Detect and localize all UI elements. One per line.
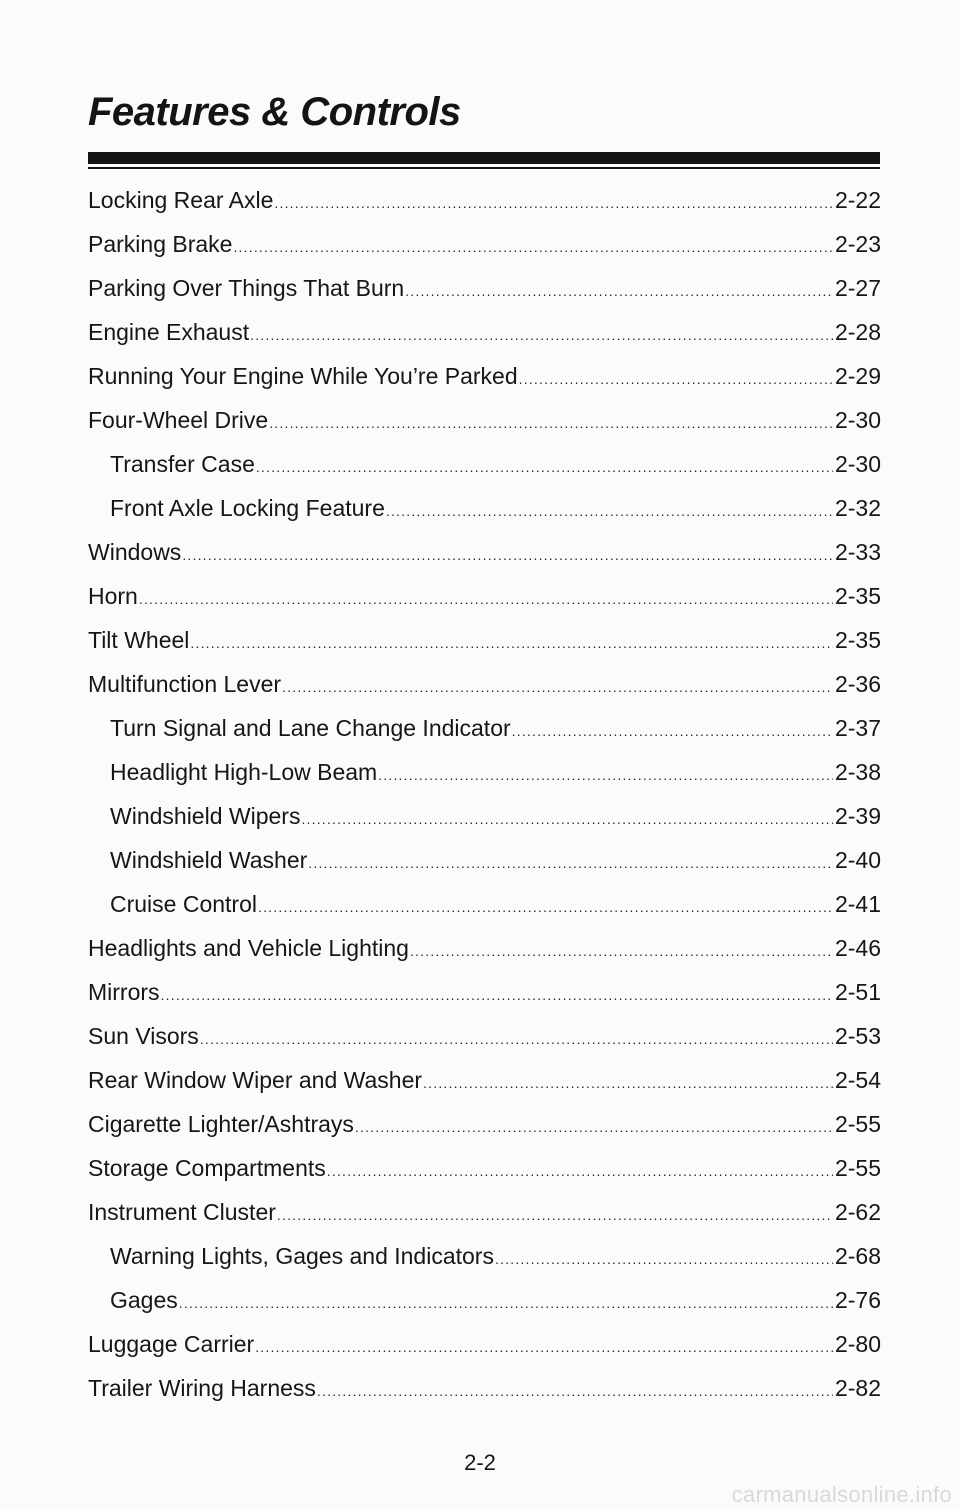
toc-entry-label: Warning Lights, Gages and Indicators bbox=[110, 1243, 494, 1269]
toc-entry-page: 2-82 bbox=[834, 1375, 881, 1401]
dot-leader bbox=[250, 327, 833, 343]
toc-entry-label: Windshield Wipers bbox=[110, 803, 301, 829]
toc-entry-label: Horn bbox=[88, 583, 138, 609]
toc-entry-page: 2-32 bbox=[834, 495, 881, 521]
toc-entry[interactable] bbox=[88, 1375, 881, 1419]
dot-leader bbox=[190, 635, 833, 651]
toc-entry[interactable] bbox=[88, 803, 881, 847]
toc-entry-label: Tilt Wheel bbox=[88, 627, 190, 653]
toc-entry-label: Engine Exhaust bbox=[88, 319, 250, 345]
toc-entry-page: 2-76 bbox=[834, 1287, 881, 1313]
dot-leader bbox=[512, 723, 833, 739]
toc-entry-label: Transfer Case bbox=[110, 451, 255, 477]
toc-entry-label: Instrument Cluster bbox=[88, 1199, 276, 1225]
toc-entry-page: 2-30 bbox=[834, 451, 881, 477]
dot-leader bbox=[269, 415, 833, 431]
page-title: Features & Controls bbox=[88, 90, 461, 134]
toc-entry-page: 2-33 bbox=[834, 539, 881, 565]
dot-leader bbox=[386, 503, 833, 519]
toc-entry-page: 2-28 bbox=[834, 319, 881, 345]
toc-entry-page: 2-80 bbox=[834, 1331, 881, 1357]
dot-leader bbox=[277, 1207, 833, 1223]
toc-entry-label: Parking Over Things That Burn bbox=[88, 275, 405, 301]
dot-leader bbox=[317, 1383, 833, 1399]
dot-leader bbox=[258, 899, 833, 915]
toc-entry-label: Locking Rear Axle bbox=[88, 187, 274, 213]
toc-entry-label: Front Axle Locking Feature bbox=[110, 495, 385, 521]
dot-leader bbox=[308, 855, 833, 871]
toc-entry[interactable] bbox=[88, 407, 881, 451]
toc-entry-page: 2-55 bbox=[834, 1111, 881, 1137]
toc-entry-page: 2-54 bbox=[834, 1067, 881, 1093]
toc-entry[interactable] bbox=[88, 1067, 881, 1111]
toc-entry-page: 2-27 bbox=[834, 275, 881, 301]
dot-leader bbox=[301, 811, 833, 827]
toc-entry[interactable] bbox=[88, 1331, 881, 1375]
toc-entry-page: 2-55 bbox=[834, 1155, 881, 1181]
toc-entry[interactable] bbox=[88, 1155, 881, 1199]
dot-leader bbox=[139, 591, 833, 607]
toc-entry-page: 2-36 bbox=[834, 671, 881, 697]
toc-entry-page: 2-22 bbox=[834, 187, 881, 213]
toc-entry-label: Multifunction Lever bbox=[88, 671, 282, 697]
dot-leader bbox=[200, 1031, 833, 1047]
toc-entry-label: Turn Signal and Lane Change Indicator bbox=[110, 715, 511, 741]
toc-entry-label: Windows bbox=[88, 539, 182, 565]
toc-entry[interactable] bbox=[88, 759, 881, 803]
dot-leader bbox=[423, 1075, 833, 1091]
toc-entry-label: Windshield Washer bbox=[110, 847, 308, 873]
toc-entry[interactable] bbox=[88, 891, 881, 935]
title-rule bbox=[88, 152, 880, 164]
toc-entry-page: 2-41 bbox=[834, 891, 881, 917]
toc-entry-page: 2-35 bbox=[834, 583, 881, 609]
toc-entry-page: 2-30 bbox=[834, 407, 881, 433]
dot-leader bbox=[282, 679, 833, 695]
toc-entry-label: Headlight High-Low Beam bbox=[110, 759, 378, 785]
dot-leader bbox=[378, 767, 833, 783]
title-rule-thin bbox=[88, 167, 880, 169]
toc-entry-label: Cruise Control bbox=[110, 891, 257, 917]
toc-entry[interactable] bbox=[88, 979, 881, 1023]
toc-entry[interactable] bbox=[88, 1023, 881, 1067]
toc-entry[interactable] bbox=[88, 1199, 881, 1243]
toc-entry[interactable] bbox=[88, 363, 881, 407]
toc-entry-page: 2-37 bbox=[834, 715, 881, 741]
toc-entry-page: 2-46 bbox=[834, 935, 881, 961]
page-number: 2-2 bbox=[464, 1450, 496, 1475]
toc-entry-label: Sun Visors bbox=[88, 1023, 199, 1049]
dot-leader bbox=[233, 239, 832, 255]
dot-leader bbox=[161, 987, 833, 1003]
dot-leader bbox=[274, 195, 833, 211]
toc-entry[interactable] bbox=[88, 187, 881, 231]
toc-entry[interactable] bbox=[88, 671, 881, 715]
toc-entry-label: Running Your Engine While You’re Parked bbox=[88, 363, 518, 389]
table-of-contents bbox=[88, 187, 881, 1419]
toc-entry-page: 2-29 bbox=[834, 363, 881, 389]
toc-entry-page: 2-51 bbox=[834, 979, 881, 1005]
toc-entry-page: 2-68 bbox=[834, 1243, 881, 1269]
toc-entry-label: Trailer Wiring Harness bbox=[88, 1375, 316, 1401]
dot-leader bbox=[255, 1339, 833, 1355]
toc-entry[interactable] bbox=[88, 319, 881, 363]
toc-entry[interactable] bbox=[88, 231, 881, 275]
toc-entry[interactable] bbox=[88, 627, 881, 671]
toc-entry-label: Mirrors bbox=[88, 979, 160, 1005]
watermark: carmanualsonline.info bbox=[731, 1482, 952, 1507]
toc-entry[interactable] bbox=[88, 935, 881, 979]
toc-entry[interactable] bbox=[88, 275, 881, 319]
toc-entry[interactable] bbox=[88, 1243, 881, 1287]
toc-entry-page: 2-40 bbox=[834, 847, 881, 873]
dot-leader bbox=[182, 547, 833, 563]
toc-entry-page: 2-39 bbox=[834, 803, 881, 829]
toc-entry[interactable] bbox=[88, 451, 881, 495]
toc-entry-label: Luggage Carrier bbox=[88, 1331, 255, 1357]
toc-entry-label: Parking Brake bbox=[88, 231, 233, 257]
toc-entry-page: 2-62 bbox=[834, 1199, 881, 1225]
dot-leader bbox=[327, 1163, 833, 1179]
dot-leader bbox=[410, 943, 833, 959]
toc-entry-label: Cigarette Lighter/Ashtrays bbox=[88, 1111, 354, 1137]
toc-entry[interactable] bbox=[88, 539, 881, 583]
toc-entry-label: Headlights and Vehicle Lighting bbox=[88, 935, 409, 961]
toc-entry-label: Rear Window Wiper and Washer bbox=[88, 1067, 423, 1093]
toc-entry-page: 2-23 bbox=[834, 231, 881, 257]
toc-entry-page: 2-38 bbox=[834, 759, 881, 785]
toc-entry-label: Four-Wheel Drive bbox=[88, 407, 269, 433]
dot-leader bbox=[256, 459, 833, 475]
dot-leader bbox=[495, 1251, 833, 1267]
toc-entry[interactable] bbox=[88, 1111, 881, 1155]
toc-entry[interactable] bbox=[88, 715, 881, 759]
toc-entry[interactable] bbox=[88, 583, 881, 627]
toc-entry-label: Gages bbox=[110, 1287, 178, 1313]
toc-entry[interactable] bbox=[88, 1287, 881, 1331]
dot-leader bbox=[405, 283, 833, 299]
toc-entry-label: Storage Compartments bbox=[88, 1155, 326, 1181]
toc-entry-page: 2-53 bbox=[834, 1023, 881, 1049]
toc-entry-page: 2-35 bbox=[834, 627, 881, 653]
dot-leader bbox=[179, 1295, 833, 1311]
dot-leader bbox=[355, 1119, 833, 1135]
toc-entry[interactable] bbox=[88, 847, 881, 891]
dot-leader bbox=[519, 371, 833, 387]
toc-entry[interactable] bbox=[88, 495, 881, 539]
